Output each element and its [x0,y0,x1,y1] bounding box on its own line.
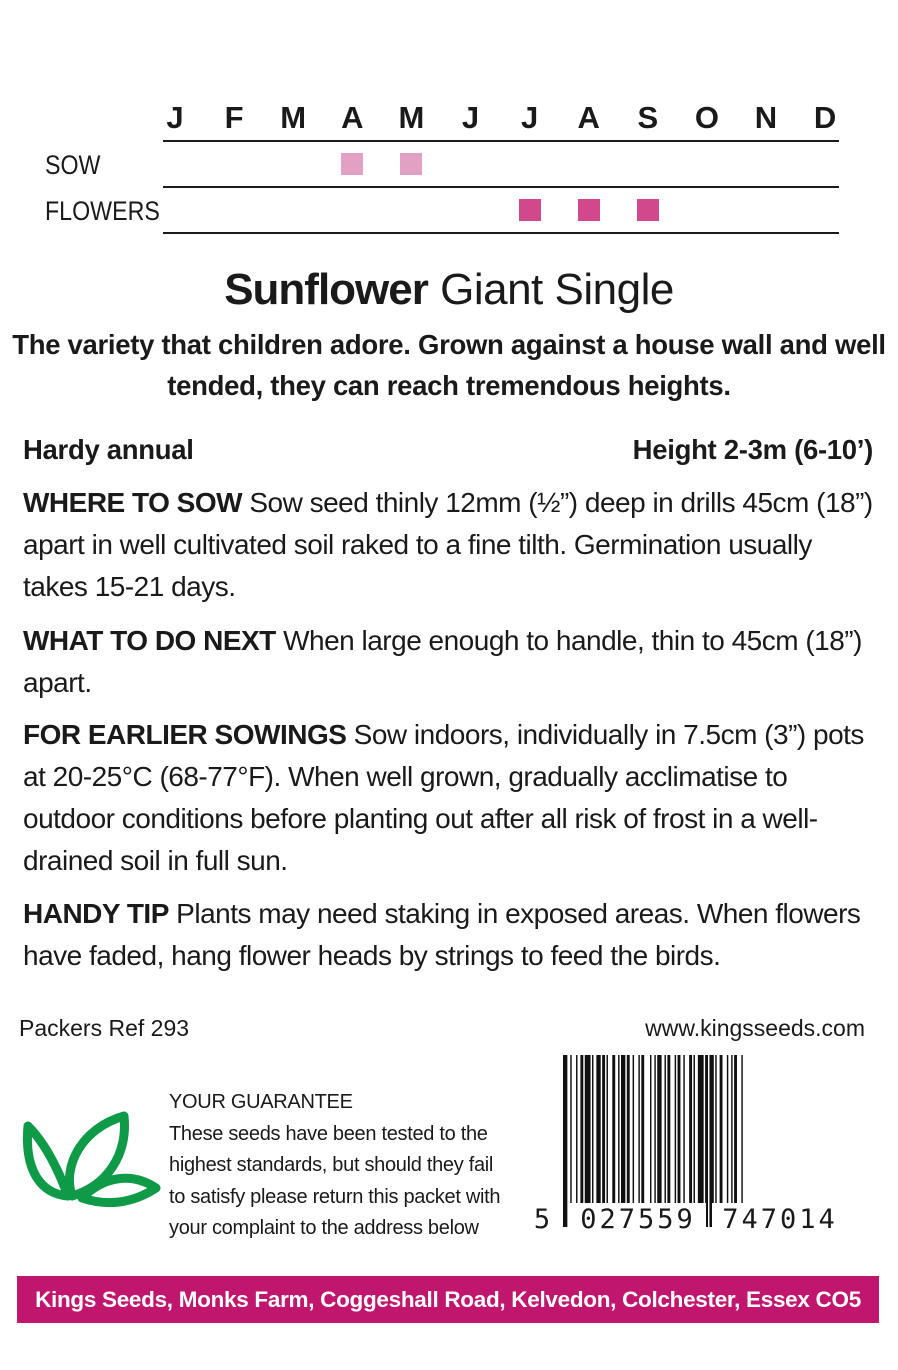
calendar-rule-top [163,140,839,142]
guarantee-block [169,1087,539,1245]
sow-month-marker [400,153,422,175]
month-label: M [280,100,307,135]
guarantee-line: to satisfy please return this packet with [169,1185,501,1208]
section-text: When large enough to handle, thin to 45cm (18”) apart. [23,625,862,698]
month-label: J [461,100,480,135]
barcode-bar [727,1055,728,1227]
barcode-bar [689,1055,692,1227]
barcode-bar [633,1055,634,1227]
barcode-bar [618,1055,619,1227]
barcode-first-digit: 5 [533,1204,551,1235]
guarantee-line: highest standards, but should they fail [169,1154,494,1176]
barcode-bar [720,1055,723,1227]
month-label: M [398,100,425,135]
month-label: F [224,100,244,135]
barcode-bar [741,1055,742,1227]
barcode-bar [607,1055,608,1227]
barcode-bar [641,1055,644,1227]
barcode-bar [576,1055,577,1227]
barcode-bar [602,1055,605,1227]
barcode-bar [580,1055,583,1227]
address-bar: Kings Seeds, Monks Farm, Coggeshall Road, Kelvedon, Colchester, Essex CO5 9PG [17,1276,879,1323]
section-earlier-sowings [23,714,883,882]
barcode-bar [705,1055,708,1227]
product-intro: The variety that children adore. Grown against a house wall and well tended, they can reach tremendous heights. [12,329,886,401]
section-where-to-sow [23,482,883,608]
barcode-bar [698,1055,704,1227]
barcode-bar [650,1055,651,1227]
barcode-bar [612,1055,615,1227]
website: www.kingsseeds.com [645,1015,865,1041]
packers-ref: Packers Ref 293 [19,1015,190,1041]
guarantee-title: YOUR GUARANTEE [169,1091,353,1113]
flowers-month-marker [637,199,659,221]
barcode-digits-left: 027559 [570,1203,706,1237]
barcode-bar [627,1055,630,1227]
barcode-bar [621,1055,625,1227]
flowers-row-label: FLOWERS [45,196,160,226]
product-name-variety: Giant Single [440,265,674,314]
sow-month-marker [341,153,363,175]
month-label: A [341,100,364,135]
month-label: J [520,100,539,135]
barcode-bar [665,1055,666,1227]
barcode-bar [570,1055,571,1227]
barcode-bar [585,1055,591,1227]
barcode-bar [683,1055,684,1227]
section-heading: WHERE TO SOW [23,487,243,518]
plant-type: Hardy annual [23,434,194,465]
section-what-to-do-next [23,620,883,704]
barcode-digits-right: 747014 [712,1203,848,1237]
plant-height: Height 2-3m (6-10’) [632,434,873,465]
barcode-bar [709,1055,713,1227]
barcode-bar [715,1055,716,1227]
barcode-bar [563,1055,567,1227]
month-label: D [813,100,837,135]
section-text: Plants may need staking in exposed areas. When flowers have faded, hang flower heads by strings to feed the birds. [23,898,861,971]
barcode-bar [734,1055,737,1227]
barcode-bar [678,1055,681,1227]
barcode-bar [638,1055,639,1227]
guarantee-line: your complaint to the address below [169,1217,479,1239]
section-text: Sow indoors, individually in 7.5cm (3”) pots at 20-25°C (68-77°F). When well grown, gradually acclimatise to outdoor conditions before planting out after all risk of frost in a well-drained soil in full sun. [23,719,864,876]
barcode-bar [657,1055,661,1227]
calendar-rule-middle [163,186,839,188]
barcode-bar [694,1055,695,1227]
barcode-bar [596,1055,600,1227]
section-heading: WHAT TO DO NEXT [23,625,276,656]
barcode-bar [731,1055,732,1227]
section-handy-tip [23,893,883,977]
barcode-bar [667,1055,670,1227]
guarantee-line: These seeds have been tested to the [169,1122,488,1145]
leaf-logo-icon [20,1108,162,1208]
section-heading: FOR EARLIER SOWINGS [23,719,347,750]
sow-row-label: SOW [45,150,101,180]
product-title [0,264,898,316]
month-label: S [637,100,659,135]
month-label: J [166,100,184,135]
barcode-bar [592,1055,593,1227]
flowers-month-marker [519,199,541,221]
month-label: A [577,100,600,135]
section-heading: HANDY TIP [23,898,169,929]
barcode-bar [675,1055,676,1227]
month-label: N [754,100,778,135]
product-name-bold: Sunflower [224,265,428,314]
barcode-bar [654,1055,655,1227]
flowers-month-marker [578,199,600,221]
month-label: O [694,100,719,135]
calendar-rule-bottom [163,232,839,234]
section-text: Sow seed thinly 12mm (½”) deep in drills 45cm (18”) apart in well cultivated soil raked to a fine tilth. Germination usually takes 15-21 days. [23,487,873,602]
